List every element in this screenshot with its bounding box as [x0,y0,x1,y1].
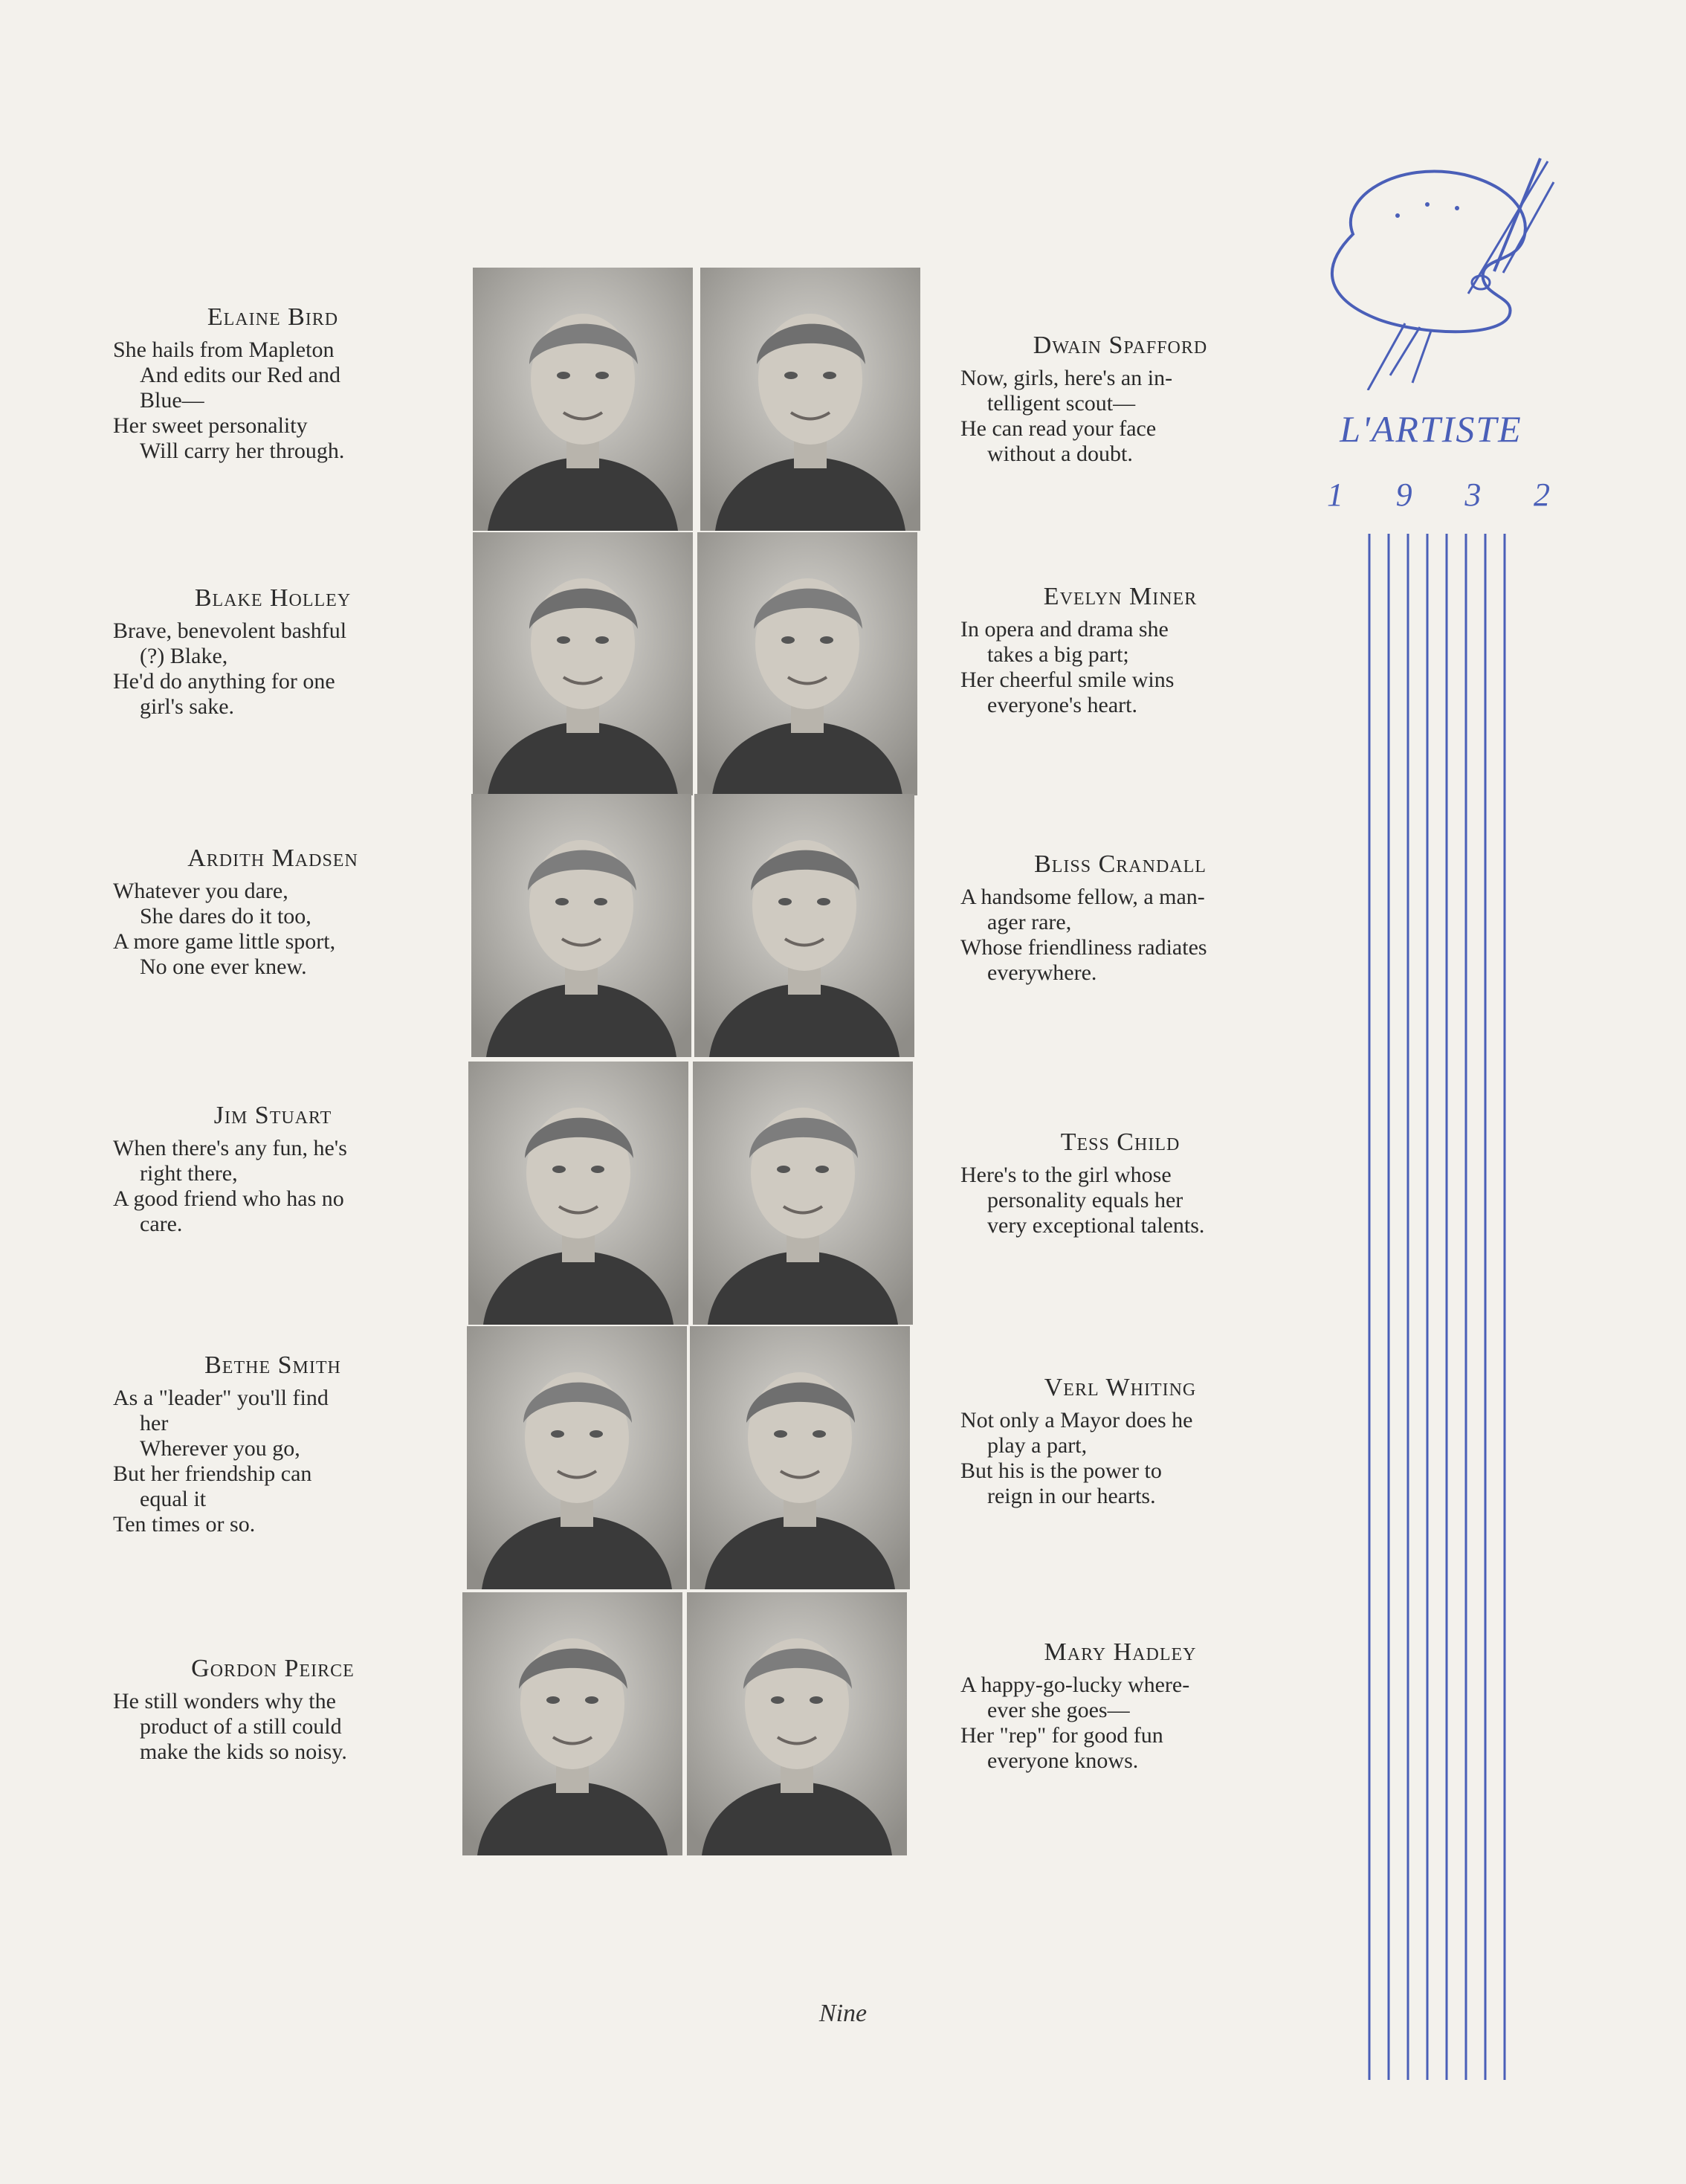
verse-line: As a "leader" you'll find [113,1386,329,1410]
verse-line: Whatever you dare, [113,879,288,903]
portrait-photo [473,268,693,531]
student-name: Bliss Crandall [1034,850,1207,878]
verse-line: When there's any fun, he's [113,1136,347,1160]
verse-line: He still wonders why the [113,1689,336,1713]
portrait-photo [462,1592,682,1855]
portrait-photo [687,1592,907,1855]
verse-line: Blue— [140,388,204,413]
year-digit: 2 [1533,476,1550,513]
verse-line: And edits our Red and [140,363,340,387]
portrait-photo [467,1326,687,1589]
student-name: Tess Child [1060,1128,1180,1156]
verse-line: make the kids so noisy. [140,1739,347,1764]
verse-line: In opera and drama she [960,617,1169,642]
decorative-stripes [1366,534,1515,2080]
verse-line: everywhere. [987,960,1097,985]
caption-dwain-spafford [960,333,1280,467]
verse-line: ager rare, [987,910,1072,934]
caption-jim-stuart [113,1103,433,1237]
student-name: Elaine Bird [207,303,339,331]
brand-year [1327,476,1550,514]
palette-logo-icon [1308,145,1561,390]
caption-verl-whiting [960,1375,1280,1509]
verse-line: A good friend who has no [113,1186,344,1211]
portrait-photo [473,532,693,795]
portrait-photo [697,532,917,795]
verse-line: Now, girls, here's an in- [960,366,1173,390]
student-name: Evelyn Miner [1043,583,1198,610]
verse-line: But his is the power to [960,1458,1162,1483]
student-name: Dwain Spafford [1033,332,1208,359]
caption-evelyn-miner [960,584,1280,718]
page-number: Nine [818,2000,868,2027]
caption-elaine-bird [113,305,433,464]
verse-line: telligent scout— [987,391,1136,416]
verse-line: Brave, benevolent bashful [113,618,347,643]
verse-line: Ten times or so. [113,1512,256,1537]
verse-line: equal it [140,1487,207,1511]
verse-line: Her sweet personality [113,413,308,438]
year-digit: 3 [1464,476,1482,513]
caption-ardith-madsen [113,846,433,980]
verse-line: product of a still could [140,1714,342,1739]
verse-line: Her cheerful smile wins [960,668,1175,692]
caption-gordon-peirce [113,1656,433,1765]
verse-line: Her "rep" for good fun [960,1723,1163,1748]
portrait-photo [693,1062,913,1325]
verse-line: But her friendship can [113,1461,312,1486]
caption-blake-holley [113,586,433,720]
portrait-photo [694,794,914,1057]
verse-line: care. [140,1212,183,1236]
student-name: Jim Stuart [213,1102,332,1129]
verse-line: everyone's heart. [987,693,1137,717]
caption-tess-child [960,1130,1280,1238]
verse-line: A handsome fellow, a man- [960,885,1205,909]
student-name: Bethe Smith [204,1351,341,1379]
portrait-photo [690,1326,910,1589]
verse-line: Here's to the girl whose [960,1163,1172,1187]
year-digit: 1 [1327,476,1343,513]
portrait-photo [471,794,691,1057]
verse-line: Whose friendliness radiates [960,935,1207,960]
verse-line: He can read your face [960,416,1157,441]
student-name: Mary Hadley [1044,1638,1197,1666]
portrait-photo [700,268,920,531]
verse-line: personality equals her [987,1188,1183,1212]
verse-line: She dares do it too, [140,904,311,928]
verse-line: ever she goes— [987,1698,1130,1722]
caption-bethe-smith [113,1353,433,1537]
verse-line: everyone knows. [987,1748,1139,1773]
verse-line: He'd do anything for one [113,669,335,694]
student-name: Ardith Madsen [187,844,358,872]
verse-line: (?) Blake, [140,644,228,668]
year-digit: 9 [1395,476,1412,513]
student-name: Verl Whiting [1044,1374,1197,1401]
verse-line: reign in our hearts. [987,1484,1156,1508]
verse-line: No one ever knew. [140,954,307,979]
student-name: Gordon Peirce [191,1655,355,1682]
verse-line: right there, [140,1161,238,1186]
student-name: Blake Holley [194,584,352,612]
caption-mary-hadley [960,1640,1280,1774]
verse-line: without a doubt. [987,442,1133,466]
caption-bliss-crandall [960,852,1280,986]
verse-line: Not only a Mayor does he [960,1408,1193,1432]
verse-line: Will carry her through. [140,439,345,463]
verse-line: A happy-go-lucky where- [960,1673,1190,1697]
verse-line: her [140,1411,169,1435]
verse-line: A more game little sport, [113,929,336,954]
verse-line: very exceptional talents. [987,1213,1205,1238]
verse-line: girl's sake. [140,694,235,719]
verse-line: Wherever you go, [140,1436,300,1461]
brand-title: L'ARTISTE [1340,408,1522,450]
verse-line: takes a big part; [987,642,1129,667]
verse-line: play a part, [987,1433,1088,1458]
portrait-photo [468,1062,688,1325]
verse-line: She hails from Mapleton [113,337,335,362]
